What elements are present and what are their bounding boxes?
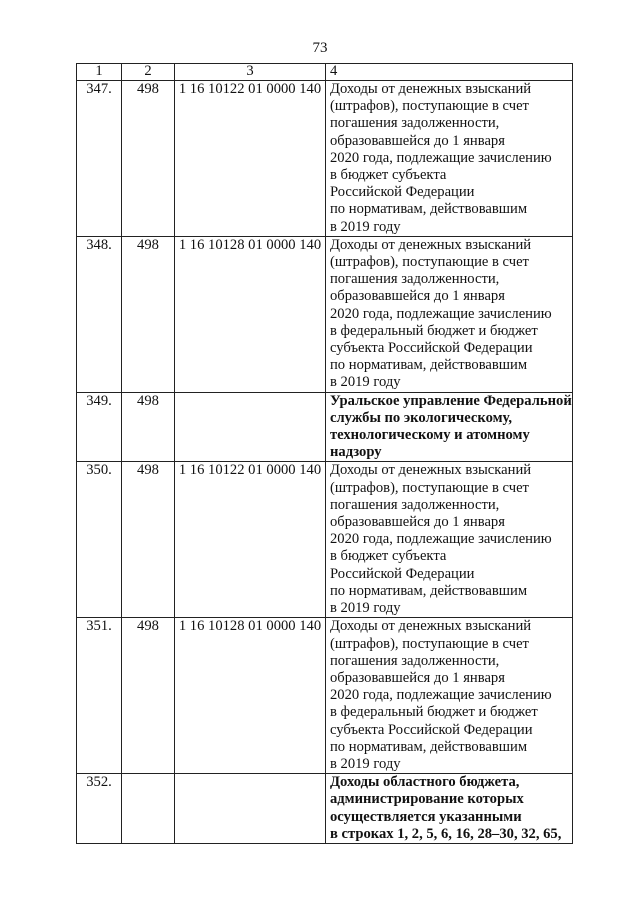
- budget-code-cell: 1 16 10122 01 0000 140: [175, 462, 326, 618]
- admin-code-cell: [122, 774, 175, 844]
- table-row: [77, 774, 573, 844]
- description-line: технологическому и атомному: [330, 427, 530, 444]
- page-number: 73: [312, 40, 328, 56]
- description-line: образовавшейся до 1 января: [330, 288, 505, 305]
- description-line: погашения задолженности,: [330, 271, 500, 288]
- description-line: в бюджет субъекта: [330, 548, 447, 565]
- budget-code-cell: 1 16 10128 01 0000 140: [175, 236, 326, 392]
- description-cell: [326, 392, 573, 462]
- description-line: (штрафов), поступающие в счет: [330, 635, 529, 652]
- row-number-cell: 347.: [77, 81, 122, 237]
- description-line: погашения задолженности,: [330, 115, 500, 132]
- admin-code-cell: 498: [122, 618, 175, 774]
- description-line: погашения задолженности,: [330, 496, 500, 513]
- budget-code-cell: [175, 774, 326, 844]
- description-line: осуществляется указанными: [330, 808, 522, 825]
- admin-code-cell: 498: [122, 392, 175, 462]
- header-col-4: 4: [326, 64, 573, 81]
- description-line: образовавшейся до 1 января: [330, 514, 505, 531]
- table-row: [77, 81, 573, 237]
- description-cell: [326, 462, 573, 618]
- row-number-cell: 351.: [77, 618, 122, 774]
- table-row: [77, 392, 573, 462]
- description-line: в 2019 году: [330, 755, 401, 772]
- description-line: субъекта Российской Федерации: [330, 721, 533, 738]
- budget-code-cell: 1 16 10122 01 0000 140: [175, 81, 326, 237]
- description-line: (штрафов), поступающие в счет: [330, 479, 529, 496]
- description-line: в федеральный бюджет и бюджет: [330, 322, 538, 339]
- header-col-2: 2: [122, 64, 175, 81]
- description-line: образовавшейся до 1 января: [330, 132, 505, 149]
- table-body: [77, 81, 573, 844]
- description-line: в 2019 году: [330, 218, 401, 235]
- table-row: [77, 462, 573, 618]
- description-line: службы по экологическому,: [330, 409, 513, 426]
- description-line: (штрафов), поступающие в счет: [330, 254, 529, 271]
- row-number-cell: 350.: [77, 462, 122, 618]
- description-line: Российской Федерации: [330, 565, 475, 582]
- description-line: Российской Федерации: [330, 184, 475, 201]
- row-number-cell: 349.: [77, 392, 122, 462]
- description-line: в 2019 году: [330, 374, 401, 391]
- row-number-cell: 352.: [77, 774, 122, 844]
- table-row: [77, 236, 573, 392]
- description-cell: [326, 618, 573, 774]
- description-line: 2020 года, подлежащие зачислению: [330, 687, 552, 704]
- description-line: погашения задолженности,: [330, 652, 500, 669]
- description-line: в 2019 году: [330, 600, 401, 617]
- description-line: образовавшейся до 1 января: [330, 669, 505, 686]
- description-line: надзору: [330, 444, 382, 461]
- description-line: 2020 года, подлежащие зачислению: [330, 531, 552, 548]
- table-row: [77, 618, 573, 774]
- description-line: Доходы от денежных взысканий: [330, 618, 532, 635]
- description-line: администрирование которых: [330, 791, 524, 808]
- admin-code-cell: 498: [122, 236, 175, 392]
- description-line: субъекта Российской Федерации: [330, 340, 533, 357]
- budget-code-cell: [175, 392, 326, 462]
- description-line: по нормативам, действовавшим: [330, 357, 528, 374]
- description-line: по нормативам, действовавшим: [330, 201, 528, 218]
- description-line: Уральское управление Федеральной: [330, 392, 572, 409]
- header-row: [77, 64, 573, 81]
- description-line: (штрафов), поступающие в счет: [330, 98, 529, 115]
- description-line: 2020 года, подлежащие зачислению: [330, 305, 552, 322]
- header-col-3: 3: [175, 64, 326, 81]
- header-col-1: 1: [77, 64, 122, 81]
- description-line: в строках 1, 2, 5, 6, 16, 28–30, 32, 65,: [330, 825, 562, 842]
- description-line: Доходы областного бюджета,: [330, 774, 520, 791]
- revenue-table: [76, 63, 573, 844]
- description-line: по нормативам, действовавшим: [330, 582, 528, 599]
- description-line: Доходы от денежных взысканий: [330, 462, 532, 479]
- description-line: Доходы от денежных взысканий: [330, 236, 532, 253]
- description-line: по нормативам, действовавшим: [330, 738, 528, 755]
- description-line: в бюджет субъекта: [330, 167, 447, 184]
- admin-code-cell: 498: [122, 462, 175, 618]
- description-line: в федеральный бюджет и бюджет: [330, 704, 538, 721]
- description-cell: [326, 81, 573, 237]
- description-cell: [326, 236, 573, 392]
- description-cell: [326, 774, 573, 844]
- description-line: 2020 года, подлежащие зачислению: [330, 149, 552, 166]
- description-line: Доходы от денежных взысканий: [330, 81, 532, 97]
- admin-code-cell: 498: [122, 81, 175, 237]
- budget-code-cell: 1 16 10128 01 0000 140: [175, 618, 326, 774]
- row-number-cell: 348.: [77, 236, 122, 392]
